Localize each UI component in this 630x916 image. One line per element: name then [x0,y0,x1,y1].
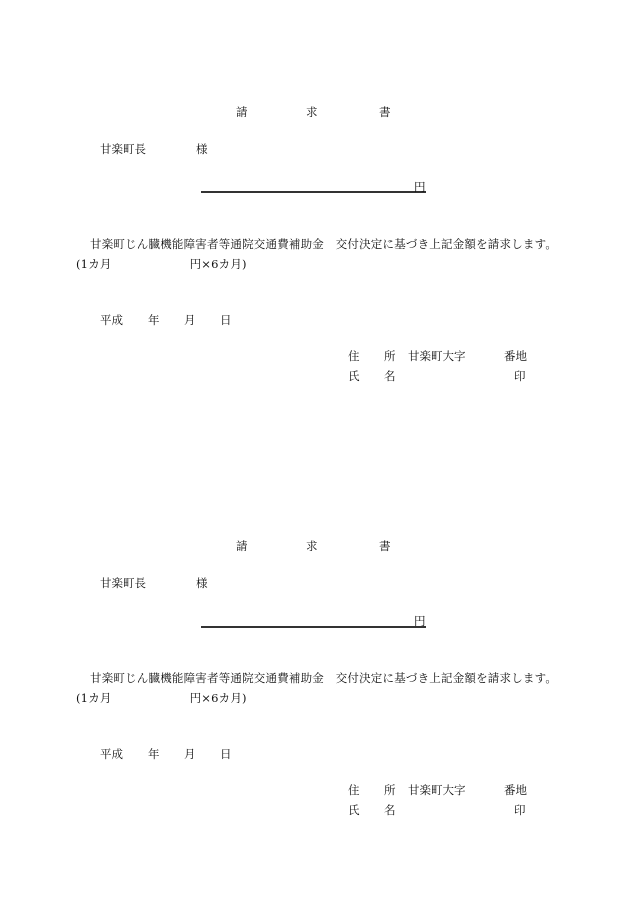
detail-prefix: (1カ月 [76,257,112,271]
address-suffix: 番地 [504,349,527,363]
title-char-kyu: 求 [306,539,318,553]
month-label: 月 [184,313,196,327]
address-label-1: 住 [348,349,360,363]
year-label: 年 [148,747,160,761]
statement-text: 甘楽町じん臓機能障害者等通院交通費補助金 交付決定に基づき上記金額を請求します。 [90,237,558,251]
seal-mark: 印 [514,369,526,383]
day-label: 日 [220,313,232,327]
title-char-sei: 請 [236,539,248,553]
detail-suffix: 円×6カ月) [189,691,247,705]
title-char-sho: 書 [379,539,391,553]
yen-label: 円 [414,614,426,628]
request-statement [76,668,562,708]
era-label: 平成 [100,747,123,761]
request-statement [76,234,562,274]
honorific: 様 [196,576,208,590]
day-label: 日 [220,747,232,761]
detail-prefix: (1カ月 [76,691,112,705]
address-label-1: 住 [348,783,360,797]
detail-suffix: 円×6カ月) [189,257,247,271]
honorific: 様 [196,142,208,156]
yen-label: 円 [414,180,426,194]
title-char-kyu: 求 [306,105,318,119]
address-suffix: 番地 [504,783,527,797]
request-form-2 [0,436,630,872]
title-char-sho: 書 [379,105,391,119]
title-char-sei: 請 [236,105,248,119]
year-label: 年 [148,313,160,327]
amount-line [201,191,426,193]
month-label: 月 [184,747,196,761]
addressee: 甘楽町長 [100,576,146,590]
addressee: 甘楽町長 [100,142,146,156]
name-label-2: 名 [384,803,396,817]
seal-mark: 印 [514,803,526,817]
name-label-1: 氏 [348,803,360,817]
request-form-1 [0,0,630,436]
amount-line [201,626,426,628]
name-label-1: 氏 [348,369,360,383]
address-prefix: 甘楽町大字 [408,783,466,797]
address-label-2: 所 [384,349,396,363]
name-label-2: 名 [384,369,396,383]
statement-text: 甘楽町じん臓機能障害者等通院交通費補助金 交付決定に基づき上記金額を請求します。 [90,671,558,685]
address-label-2: 所 [384,783,396,797]
address-prefix: 甘楽町大字 [408,349,466,363]
era-label: 平成 [100,313,123,327]
